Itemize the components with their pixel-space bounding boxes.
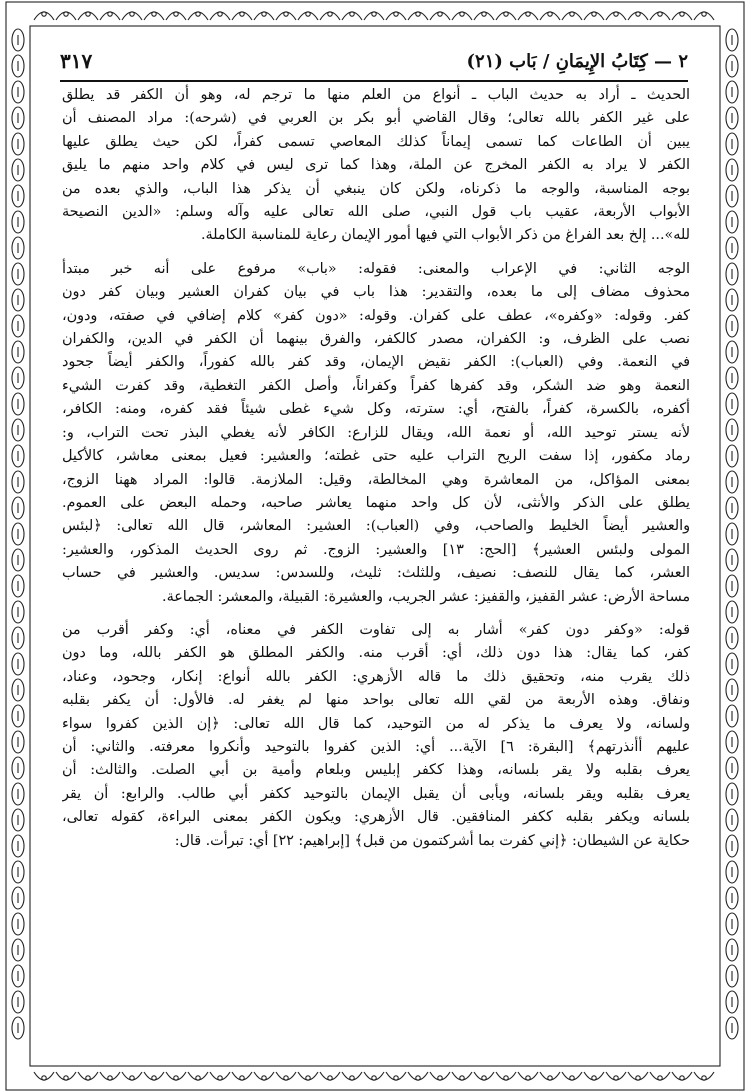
text-line: مساحة الأرض: عشر القفيز، والقفيز: عشر الجريب، والعشيرة: القبيلة، والمعشر: الجماعة. (162, 588, 690, 605)
text-line: الحديث ـ أراد به حديث الباب ـ أنواع من العلم منها ما ترجم له، وهو أن الكفر قد يطلق (62, 87, 690, 103)
border-ornament (144, 12, 164, 20)
border-ornament (518, 1072, 538, 1080)
border-ornament (584, 12, 604, 20)
border-ornament (86, 12, 90, 16)
border-ornament (702, 1076, 706, 1080)
border-ornament (12, 861, 24, 883)
border-ornament (276, 1072, 296, 1080)
text-line: نصب على الظرف، و: الكفران، مصدر كالكفر، والفرق بينهما أن الكفر في الدين، والكفران (62, 331, 690, 348)
border-ornament (12, 263, 24, 285)
text-line: يعرف بقلبه ولا يقر بلسانه، وهذا ككفر إبليس وبلعام وأمية بن أبي الصلت. والثالث: أن (62, 762, 690, 779)
border-ornament (518, 12, 538, 20)
border-ornament (430, 12, 450, 20)
border-ornament (726, 289, 738, 311)
border-ornament (56, 12, 76, 20)
border-ornament (100, 1072, 120, 1080)
border-ornament (726, 991, 738, 1013)
border-ornament (350, 12, 354, 16)
border-ornament (562, 12, 582, 20)
page-header (60, 44, 688, 78)
border-ornament (672, 1072, 692, 1080)
border-ornament (12, 341, 24, 363)
text-line: ولسانه، ولا يعرف ما يذكر له من التوحيد، كما قال الله تعالى: ﴿إن الذين كفروا سواء (62, 715, 690, 732)
border-ornament (460, 1076, 464, 1080)
border-ornament (614, 12, 618, 16)
border-ornament (726, 445, 738, 467)
border-ornament (726, 809, 738, 831)
border-ornament (64, 1076, 68, 1080)
text-line: أكفره، بالكسرة، كفراً، بالفتح، أي: سترته، وكل شيء غطى شيئاً فقد كفره، ومنه: الكافر، (62, 401, 690, 418)
border-ornament (614, 1076, 618, 1080)
border-ornament (298, 1072, 318, 1080)
border-ornament (416, 1076, 420, 1080)
border-ornament (232, 12, 252, 20)
border-ornament (438, 1076, 442, 1080)
text-line: الوجه الثاني: في الإعراب والمعنى: فقوله: «باب» مرفوع على أنه خبر مبتدأ (62, 260, 690, 277)
border-ornament (12, 523, 24, 545)
text-line: يطلق على الذكر والأنثى، لأن كل واحد منهما يعاشر صاحبه، وحمله البعض على العموم. (62, 494, 690, 511)
border-ornament (726, 471, 738, 493)
text-line: العشر، كما يقال للنصف: نصيف، وللثلث: ثليث، وللسدس: سديس. والعشير في حساب (62, 565, 690, 582)
border-ornament (42, 12, 46, 16)
border-ornament (658, 12, 662, 16)
text-line: والعشير أيضاً الخليط والصاحب، وفي (العباب): العشير: المعاشر، قال الله تعالى: ﴿لبئس (62, 518, 690, 535)
border-ornament (726, 419, 738, 441)
border-ornament (636, 1076, 640, 1080)
border-ornament (726, 653, 738, 675)
border-ornament (78, 12, 98, 20)
border-ornament (726, 393, 738, 415)
border-ornament (122, 12, 142, 20)
border-ornament (726, 185, 738, 207)
border-ornament (12, 81, 24, 103)
border-ornament (650, 12, 670, 20)
paragraph-3 (62, 619, 690, 853)
text-line: ونفاق. وهذه الأربعة من لقي الله تعالى بواحد منها لم يغفر له. فالأول: أن يكفر بقلبه (62, 692, 690, 709)
border-ornament (12, 211, 24, 233)
border-ornament (12, 185, 24, 207)
border-ornament (496, 12, 516, 20)
border-ornament (650, 1072, 670, 1080)
border-ornament (726, 861, 738, 883)
border-ornament (320, 12, 340, 20)
border-ornament (284, 12, 288, 16)
border-ornament (726, 55, 738, 77)
border-ornament (540, 1072, 560, 1080)
border-ornament (12, 809, 24, 831)
border-ornament (726, 913, 738, 935)
border-ornament (12, 133, 24, 155)
border-ornament (726, 315, 738, 337)
text-line: في النعمة. وفي (العباب): الكفر نقيض الإيمان، وقد كفر بالله كفوراً، والكفر أيضاً جحود (62, 354, 690, 371)
border-ornament (408, 12, 428, 20)
border-ornament (12, 445, 24, 467)
border-ornament (726, 1017, 738, 1039)
text-line: على غير الكفر بالله تعالى؛ وقال القاضي أبو بكر بن العربي في (شرحه): مراد المصنف أن (62, 110, 690, 127)
border-ornament (726, 263, 738, 285)
text-line: بمعنى المؤاكل، من المعاشرة وهي المخالطة، وقيل: الملازمة. قالوا: المراد ههنا الزوج، (62, 471, 690, 488)
header-title: ٢ — كِتَابُ الإِيمَانِ / بَاب (٢١) (466, 50, 688, 72)
border-ornament (34, 12, 54, 20)
border-ornament (328, 12, 332, 16)
border-ornament (218, 12, 222, 16)
border-ornament (100, 12, 120, 20)
border-ornament (12, 1017, 24, 1039)
border-ornament (386, 12, 406, 20)
border-ornament (726, 575, 738, 597)
paragraph-1 (62, 84, 690, 248)
border-ornament (504, 12, 508, 16)
border-ornament (240, 1076, 244, 1080)
text-line: كفر. وقوله: «وكفره»، عطف على كفران. وقوله: «دون كفر» كلام إضافي في صفته، ودون، (62, 307, 690, 324)
border-ornament (726, 107, 738, 129)
border-ornament (188, 1072, 208, 1080)
border-ornament (12, 575, 24, 597)
border-ornament (262, 12, 266, 16)
border-ornament (56, 1072, 76, 1080)
border-ornament (726, 159, 738, 181)
border-ornament (726, 523, 738, 545)
border-ornament (694, 12, 714, 20)
border-ornament (12, 549, 24, 571)
border-ornament (12, 835, 24, 857)
border-ornament (12, 887, 24, 909)
text-line: عليهم أأنذرتهم﴾ [البقرة: ٦] الآية... أي: الذين كفروا بالتوحيد وأنكروا معرفته. والثاني: أن (62, 738, 690, 755)
border-ornament (452, 12, 472, 20)
border-ornament (726, 939, 738, 961)
text-line: ذلك يقرب منه، وتحقيق ذلك ما قاله الأزهري: الكفر بالله أنواع: إنكار، وجحود، وعناد، (62, 668, 690, 685)
text-line: النعمة وهو ضد الشكر، وقد كفرها كفراً وكفراناً، وأصل الكفر التغطية، وقد كفرت الشيء (62, 377, 690, 394)
border-ornament (12, 237, 24, 259)
text-line: الأبواب الأربعة، عقيب باب قول النبي، صلى الله تعالى عليه وآله وسلم: «الدين النصيحة (62, 204, 690, 221)
border-ornament (350, 1076, 354, 1080)
border-ornament (570, 12, 574, 16)
text-line: يعرف بقلبه ويقر بلسانه، ويأبى أن يقبل الإيمان بالتوحيد ككفر أبي طالب. والرابع: أن يقر (62, 785, 690, 802)
border-ornament (636, 12, 640, 16)
border-ornament (78, 1072, 98, 1080)
border-ornament (452, 1072, 472, 1080)
border-ornament (474, 1072, 494, 1080)
border-ornament (726, 783, 738, 805)
text-line: كفر، كما يقال: هذا دون ذلك، أي: أقرب منه. والكفر المطلق هو الكفر بالله، وما دون (62, 645, 690, 662)
border-ornament (726, 705, 738, 727)
border-ornament (628, 1072, 648, 1080)
border-ornament (726, 835, 738, 857)
border-ornament (726, 731, 738, 753)
paragraph-2 (62, 258, 690, 609)
text-line: حكاية عن الشيطان: ﴿إني كفرت بما أشركتمون من قبل﴾ [إبراهيم: ٢٢] أي: تبرأت. قال: (174, 832, 690, 849)
border-ornament (166, 12, 186, 20)
border-ornament (196, 1076, 200, 1080)
border-ornament (152, 1076, 156, 1080)
border-ornament (584, 1072, 604, 1080)
border-ornament (496, 1072, 516, 1080)
border-ornament (42, 1076, 46, 1080)
border-ornament (210, 12, 230, 20)
border-ornament (364, 12, 384, 20)
border-ornament (562, 1072, 582, 1080)
border-ornament (174, 12, 178, 16)
border-ornament (254, 12, 274, 20)
border-ornament (320, 1072, 340, 1080)
border-ornament (416, 12, 420, 16)
border-ornament (726, 757, 738, 779)
text-line: بلسانه ويكفر بقلبه ككفر المنافقين. قال الأزهري: ويكون الكفر بمعنى البراءة، كقوله تعالى، (62, 809, 690, 826)
border-ornament (526, 1076, 530, 1080)
border-ornament (726, 367, 738, 389)
border-ornament (152, 12, 156, 16)
text-line: رماد مكفور، إذا سفت الريح التراب عليه حتى غطته؛ والعشير: فعيل بمعنى معاشر، كالأكيل (62, 448, 690, 465)
border-ornament (306, 12, 310, 16)
border-ornament (386, 1072, 406, 1080)
border-ornament (122, 1072, 142, 1080)
border-ornament (12, 159, 24, 181)
border-ornament (12, 965, 24, 987)
border-ornament (592, 12, 596, 16)
border-ornament (12, 471, 24, 493)
border-ornament (726, 81, 738, 103)
border-ornament (430, 1072, 450, 1080)
border-ornament (628, 12, 648, 20)
border-ornament (144, 1072, 164, 1080)
border-ornament (12, 627, 24, 649)
border-ornament (394, 12, 398, 16)
border-ornament (726, 549, 738, 571)
border-ornament (482, 12, 486, 16)
border-ornament (680, 12, 684, 16)
border-ornament (726, 887, 738, 909)
border-ornament (298, 12, 318, 20)
border-ornament (64, 12, 68, 16)
text-line: يبين أن الطاعات كما تسمى إيماناً كذلك المعاصي تسمى كفراً، لكن حيث يطلق عليها (62, 133, 690, 150)
border-ornament (12, 315, 24, 337)
border-ornament (210, 1072, 230, 1080)
border-ornament (342, 1072, 362, 1080)
text-line: محذوف مضاف إلى ما بعده، والتقدير: هذا باب في بيان كفران العشير وبيان كفر دون (62, 284, 690, 301)
border-ornament (262, 1076, 266, 1080)
border-ornament (240, 12, 244, 16)
border-ornament (34, 1072, 54, 1080)
border-ornament (548, 1076, 552, 1080)
border-ornament (232, 1072, 252, 1080)
border-ornament (726, 965, 738, 987)
border-ornament (726, 627, 738, 649)
border-ornament (12, 367, 24, 389)
border-ornament (12, 783, 24, 805)
border-ornament (672, 12, 692, 20)
border-ornament (606, 12, 626, 20)
border-ornament (726, 29, 738, 51)
text-line: قوله: «وكفر دون كفر» أشار به إلى تفاوت الكفر في معناه، أي: وكفر أقرب من (62, 621, 690, 638)
border-ornament (328, 1076, 332, 1080)
border-ornament (474, 12, 494, 20)
border-ornament (726, 679, 738, 701)
border-ornament (188, 12, 208, 20)
border-ornament (276, 12, 296, 20)
border-ornament (12, 55, 24, 77)
border-ornament (12, 913, 24, 935)
border-ornament (12, 731, 24, 753)
header-rule (60, 80, 688, 82)
border-ornament (12, 601, 24, 623)
text-line: لأنه يستر توحيد الله، أو نعمة الله، ويقال للزارع: الكافر لأنه يغطي البذر تحت التراب، و: (62, 424, 690, 441)
border-ornament (364, 1072, 384, 1080)
border-ornament (394, 1076, 398, 1080)
border-ornament (658, 1076, 662, 1080)
border-ornament (726, 601, 738, 623)
border-ornament (196, 12, 200, 16)
border-ornament (504, 1076, 508, 1080)
border-ornament (284, 1076, 288, 1080)
border-ornament (726, 237, 738, 259)
border-ornament (726, 341, 738, 363)
border-ornament (130, 1076, 134, 1080)
border-ornament (726, 133, 738, 155)
border-ornament (12, 705, 24, 727)
border-ornament (606, 1072, 626, 1080)
border-ornament (438, 12, 442, 16)
border-ornament (570, 1076, 574, 1080)
border-ornament (694, 1072, 714, 1080)
border-ornament (12, 29, 24, 51)
border-ornament (548, 12, 552, 16)
border-ornament (342, 12, 362, 20)
text-line: بوجه المناسبة، والوجه ما ذكرناه، ولكن كان ينبغي أن يذكر هذا الباب، والذي بعده من (62, 180, 690, 197)
border-ornament (372, 1076, 376, 1080)
border-ornament (12, 289, 24, 311)
border-ornament (108, 12, 112, 16)
border-ornament (12, 757, 24, 779)
text-body (62, 84, 690, 1062)
border-ornament (12, 107, 24, 129)
border-ornament (306, 1076, 310, 1080)
border-ornament (12, 419, 24, 441)
border-ornament (130, 12, 134, 16)
border-ornament (174, 1076, 178, 1080)
border-ornament (726, 497, 738, 519)
border-ornament (108, 1076, 112, 1080)
border-ornament (408, 1072, 428, 1080)
border-ornament (592, 1076, 596, 1080)
text-line: الكفر لا يراد به الكفر المخرج عن الملة، وهذا كما ترى ليس في كلام واحد منهم ما يليق (62, 157, 690, 174)
border-ornament (12, 497, 24, 519)
border-ornament (526, 12, 530, 16)
border-ornament (460, 12, 464, 16)
border-ornament (166, 1072, 186, 1080)
border-ornament (12, 393, 24, 415)
border-ornament (12, 991, 24, 1013)
page-number: ٣١٧ (60, 49, 93, 73)
border-ornament (12, 939, 24, 961)
border-ornament (726, 211, 738, 233)
text-line: المولى ولبئس العشير﴾ [الحج: ١٣] والعشير: الزوج. ثم روى الحديث المذكور، والعشير: (62, 541, 690, 558)
border-ornament (372, 12, 376, 16)
border-ornament (482, 1076, 486, 1080)
border-ornament (540, 12, 560, 20)
border-ornament (702, 12, 706, 16)
text-line: لله»... إلخ بعد الفراغ من ذكر الأبواب التي فيها أمور الإيمان رعاية للمناسبة الكاملة. (200, 227, 690, 244)
border-ornament (680, 1076, 684, 1080)
border-ornament (12, 653, 24, 675)
border-ornament (86, 1076, 90, 1080)
border-ornament (12, 679, 24, 701)
border-ornament (218, 1076, 222, 1080)
border-ornament (254, 1072, 274, 1080)
